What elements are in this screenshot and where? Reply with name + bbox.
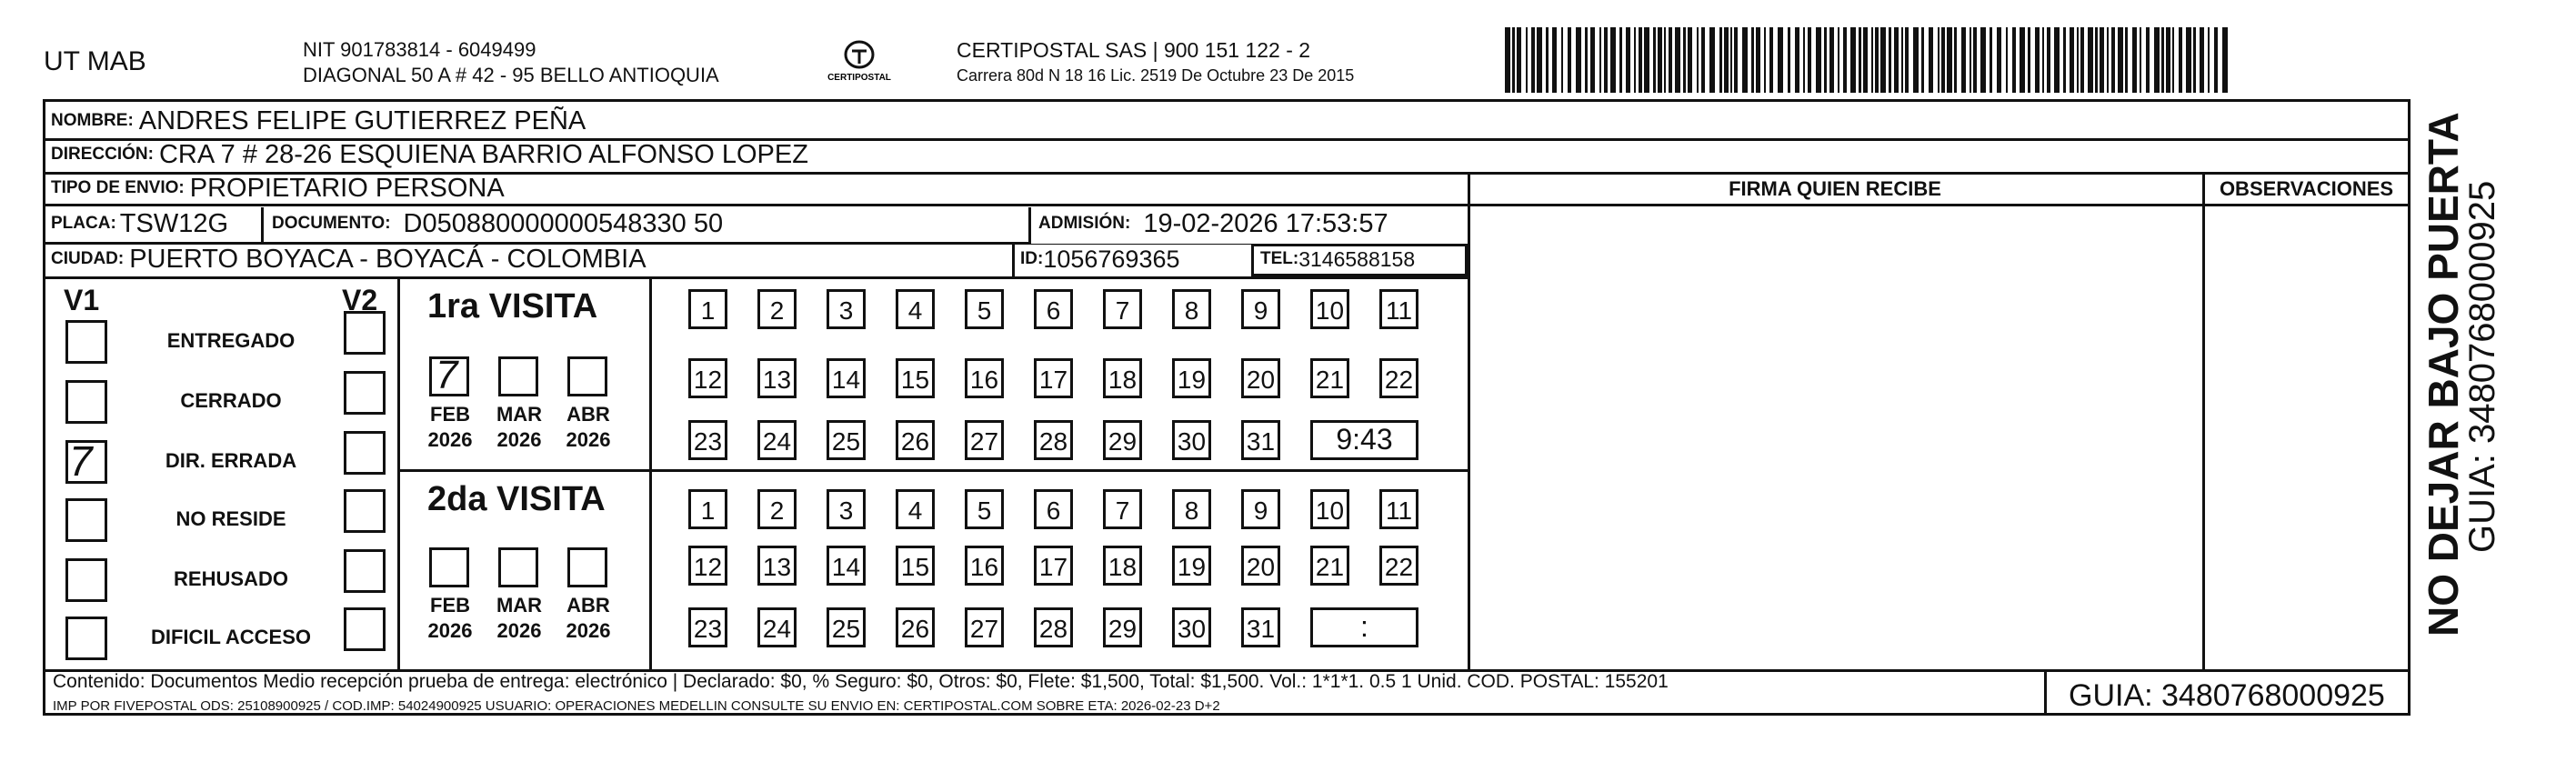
- ciudad-value: PUERTO BOYACA - BOYACÁ - COLOMBIA: [129, 244, 647, 274]
- certipostal-info: CERTIPOSTAL SAS | 900 151 122 - 2: [957, 38, 1311, 62]
- day-16-first[interactable]: 16: [965, 358, 1004, 398]
- v1-checkbox[interactable]: [65, 558, 107, 602]
- tel-label: TEL:: [1260, 249, 1299, 268]
- day-1-second[interactable]: 1: [688, 489, 727, 529]
- v1-label: V1: [64, 284, 100, 316]
- barcode-bar: [1561, 27, 1563, 93]
- barcode-bar: [1829, 27, 1834, 93]
- documento-label: DOCUMENTO:: [272, 214, 391, 233]
- month-checkbox[interactable]: [429, 547, 469, 587]
- day-23-first[interactable]: 23: [688, 420, 727, 460]
- barcode-bar: [1756, 27, 1760, 93]
- status-label: DIR. ERRADA: [165, 449, 297, 472]
- status-label: REHUSADO: [174, 567, 288, 590]
- barcode-bar: [2070, 27, 2074, 93]
- day-4-second[interactable]: 4: [896, 489, 935, 529]
- sender-address: DIAGONAL 50 A # 42 - 95 BELLO ANTIOQUIA: [303, 64, 719, 86]
- barcode-bar: [1683, 27, 1686, 93]
- barcode-bar: [1644, 27, 1649, 93]
- id-label: ID:: [1020, 249, 1044, 268]
- day-28-first[interactable]: 28: [1034, 420, 1073, 460]
- v1-checkbox[interactable]: [65, 380, 107, 424]
- day-20-first[interactable]: 20: [1241, 358, 1280, 398]
- barcode-bar: [1697, 27, 1699, 93]
- day-27-first[interactable]: 27: [965, 420, 1004, 460]
- barcode-bar: [1970, 27, 1971, 93]
- barcode-bar: [2146, 27, 2150, 93]
- v1-checkbox[interactable]: [65, 320, 107, 364]
- nombre-label: NOMBRE:: [51, 111, 134, 130]
- barcode-bar: [1526, 27, 1528, 93]
- barcode-bar: [1838, 27, 1839, 93]
- day-24-first[interactable]: 24: [757, 420, 797, 460]
- barcode-bar: [1730, 27, 1732, 93]
- barcode-bar: [1585, 27, 1588, 93]
- day-28-second[interactable]: 28: [1034, 607, 1073, 647]
- day-23-second[interactable]: 23: [688, 607, 727, 647]
- day-29-first[interactable]: 29: [1103, 420, 1142, 460]
- day-30-second[interactable]: 30: [1172, 607, 1211, 647]
- handwritten-check-mark: 7: [436, 353, 458, 397]
- month-label: ABR: [566, 594, 610, 617]
- day-27-second[interactable]: 27: [965, 607, 1004, 647]
- documento-row: [266, 208, 723, 239]
- barcode-bar: [1701, 27, 1705, 93]
- day-8-first[interactable]: 8: [1172, 289, 1211, 329]
- svg-text:CERTIPOSTAL: CERTIPOSTAL: [827, 73, 891, 83]
- day-22-first[interactable]: 22: [1379, 358, 1418, 398]
- barcode-bar: [1990, 27, 1992, 93]
- barcode-bar: [2063, 27, 2066, 93]
- barcode-bar: [2080, 27, 2084, 93]
- v1-checkbox[interactable]: [65, 617, 107, 660]
- day-17-first[interactable]: 17: [1034, 358, 1073, 398]
- day-9-second[interactable]: 9: [1241, 489, 1280, 529]
- barcode-bar: [1724, 27, 1729, 93]
- barcode-bar: [1568, 27, 1571, 93]
- direccion-row: [45, 139, 808, 170]
- day-14-first[interactable]: 14: [827, 358, 866, 398]
- barcode-bar: [2161, 27, 2164, 93]
- barcode-bar: [1639, 27, 1642, 93]
- direccion-label: DIRECCIÓN:: [51, 145, 154, 164]
- admision-label: ADMISIÓN:: [1038, 214, 1131, 233]
- barcode-bar: [1980, 27, 1986, 93]
- barcode-bar: [1973, 27, 1977, 93]
- barcode-bar: [1843, 27, 1847, 93]
- barcode-bar: [2166, 27, 2170, 93]
- barcode-bar: [1803, 27, 1805, 93]
- footer-imp: IMP POR FIVEPOSTAL ODS: 25108900925 / COD.IMP: 54024900925 USUARIO: OPERACIONES MEDELLIN CONSULTE SU ENVIO EN: CERTIPOSTAL.COM SOBRE ETA: 2026-02-23 D+2: [53, 698, 1220, 714]
- barcode-bar: [1808, 27, 1811, 93]
- barcode-bar: [1531, 27, 1535, 93]
- barcode-bar: [1590, 27, 1595, 93]
- barcode-bar: [1941, 27, 1945, 93]
- certipostal-logo: [827, 36, 891, 91]
- day-14-second[interactable]: 14: [827, 546, 866, 586]
- day-10-first[interactable]: 10: [1310, 289, 1349, 329]
- v2-checkbox[interactable]: [344, 431, 386, 475]
- barcode-bar: [1816, 27, 1821, 93]
- barcode-bar: [2028, 27, 2030, 93]
- barcode-bar: [1546, 27, 1549, 93]
- day-15-second[interactable]: 15: [896, 546, 935, 586]
- company-name: UT MAB: [44, 46, 146, 76]
- barcode-bar: [1634, 27, 1636, 93]
- barcode-bar: [1610, 27, 1616, 93]
- barcode-bar: [1880, 27, 1886, 93]
- day-10-second[interactable]: 10: [1310, 489, 1349, 529]
- barcode-bar: [1859, 27, 1861, 93]
- v2-checkbox[interactable]: [344, 371, 386, 415]
- placa-row: [45, 208, 228, 239]
- barcode-bar: [1905, 27, 1909, 93]
- admision-value: 19-02-2026 17:53:57: [1143, 208, 1388, 238]
- barcode-bar: [1664, 27, 1666, 93]
- barcode-bar: [2012, 27, 2016, 93]
- barcode-bar: [1850, 27, 1856, 93]
- day-9-first[interactable]: 9: [1241, 289, 1280, 329]
- barcode-bar: [1947, 27, 1952, 93]
- time-box-second[interactable]: :: [1310, 607, 1418, 647]
- barcode-bar: [2111, 27, 2115, 93]
- barcode-bar: [1517, 27, 1521, 93]
- day-18-first[interactable]: 18: [1103, 358, 1142, 398]
- barcode-bar: [1512, 27, 1515, 93]
- day-19-second[interactable]: 19: [1172, 546, 1211, 586]
- barcode-bar: [1653, 27, 1656, 93]
- barcode-bar: [2095, 27, 2098, 93]
- placa-label: PLACA:: [51, 214, 116, 233]
- barcode-bar: [1709, 27, 1715, 93]
- documento-value: D050880000000548330 50: [403, 208, 724, 238]
- barcode-bar: [2006, 27, 2008, 93]
- month-label: MAR: [496, 594, 543, 617]
- day-7-first[interactable]: 7: [1103, 289, 1142, 329]
- status-label: NO RESIDE: [175, 507, 286, 530]
- barcode-bar: [1552, 27, 1557, 93]
- footer-guia: GUIA: 3480768000925: [2069, 678, 2385, 713]
- barcode-bar: [1863, 27, 1868, 93]
- barcode-bar: [1675, 27, 1680, 93]
- day-17-second[interactable]: 17: [1034, 546, 1073, 586]
- barcode-bar: [2125, 27, 2128, 93]
- nombre-value: ANDRES FELIPE GUTIERREZ PEÑA: [138, 105, 586, 135]
- year-label: 2026: [427, 619, 473, 642]
- nombre-row: [45, 105, 586, 136]
- barcode-bar: [1875, 27, 1879, 93]
- day-5-second[interactable]: 5: [965, 489, 1004, 529]
- status-label: ENTREGADO: [166, 329, 296, 352]
- footer-contenido: Contenido: Documentos Medio recepción prueba de entrega: electrónico | Declarado: $0, % Seguro: $0, Otros: $0, Flete: $1,500, Total: $1,500. Vol.: 1*1*1. 0.5 1 Unid. COD. POSTAL: 155201: [53, 671, 1669, 692]
- barcode-bar: [1619, 27, 1622, 93]
- barcode-bar: [1889, 27, 1891, 93]
- barcode-bar: [2047, 27, 2050, 93]
- day-30-first[interactable]: 30: [1172, 420, 1211, 460]
- side-guia-text: GUIA: 3480768000925: [2462, 180, 2502, 553]
- day-13-first[interactable]: 13: [757, 358, 797, 398]
- year-label: 2026: [496, 619, 542, 642]
- barcode-bar: [1505, 27, 1510, 93]
- tipo-value: PROPIETARIO PERSONA: [189, 173, 505, 203]
- barcode-bar: [1961, 27, 1966, 93]
- barcode-bar: [1626, 27, 1630, 93]
- day-19-first[interactable]: 19: [1172, 358, 1211, 398]
- barcode: [1505, 27, 2228, 93]
- admision-row: [1033, 208, 1388, 239]
- tipo-label: TIPO DE ENVIO:: [51, 178, 185, 197]
- v2-checkbox[interactable]: [344, 549, 386, 593]
- barcode-bar: [1938, 27, 1940, 93]
- barcode-bar: [2179, 27, 2182, 93]
- day-6-second[interactable]: 6: [1034, 489, 1073, 529]
- day-3-second[interactable]: 3: [827, 489, 866, 529]
- barcode-bar: [2054, 27, 2060, 93]
- barcode-bar: [1954, 27, 1957, 93]
- v1-checkbox[interactable]: [65, 498, 107, 542]
- day-3-first[interactable]: 3: [827, 289, 866, 329]
- barcode-bar: [2088, 27, 2093, 93]
- barcode-bar: [1719, 27, 1722, 93]
- month-checkbox[interactable]: [498, 356, 538, 396]
- barcode-bar: [1795, 27, 1799, 93]
- barcode-bar: [1997, 27, 2001, 93]
- barcode-bar: [2222, 27, 2228, 93]
- day-8-second[interactable]: 8: [1172, 489, 1211, 529]
- day-18-second[interactable]: 18: [1103, 546, 1142, 586]
- barcode-bar: [1894, 27, 1899, 93]
- day-26-first[interactable]: 26: [896, 420, 935, 460]
- day-2-second[interactable]: 2: [757, 489, 797, 529]
- day-1-first[interactable]: 1: [688, 289, 727, 329]
- year-label: 2026: [427, 428, 473, 451]
- barcode-bar: [1921, 27, 1924, 93]
- day-5-first[interactable]: 5: [965, 289, 1004, 329]
- tel-row: [1255, 244, 1415, 275]
- day-13-second[interactable]: 13: [757, 546, 797, 586]
- barcode-bar: [1769, 27, 1773, 93]
- day-12-second[interactable]: 12: [688, 546, 727, 586]
- day-11-first[interactable]: 11: [1379, 289, 1418, 329]
- barcode-bar: [1929, 27, 1933, 93]
- barcode-bar: [1669, 27, 1672, 93]
- barcode-bar: [1901, 27, 1903, 93]
- month-label: MAR: [496, 403, 543, 426]
- day-6-first[interactable]: 6: [1034, 289, 1073, 329]
- barcode-bar: [2208, 27, 2210, 93]
- time-box-first[interactable]: 9:43: [1310, 420, 1418, 460]
- month-checkbox[interactable]: [567, 356, 607, 396]
- status-label: DIFICIL ACCESO: [150, 626, 311, 648]
- ciudad-row: [45, 244, 647, 275]
- year-label: 2026: [566, 619, 611, 642]
- day-29-second[interactable]: 29: [1103, 607, 1142, 647]
- barcode-bar: [1913, 27, 1919, 93]
- certipostal-license: Carrera 80d N 18 16 Lic. 2519 De Octubre 23 De 2015: [957, 66, 1355, 85]
- barcode-bar: [2140, 27, 2141, 93]
- barcode-bar: [1764, 27, 1766, 93]
- barcode-bar: [2118, 27, 2123, 93]
- no-dejar-text: NO DEJAR BAJO PUERTA: [2420, 112, 2467, 637]
- barcode-bar: [2100, 27, 2104, 93]
- day-31-second[interactable]: 31: [1241, 607, 1280, 647]
- day-25-second[interactable]: 25: [827, 607, 866, 647]
- tel-value: 3146588158: [1298, 246, 1416, 271]
- handwritten-check-mark: 7: [69, 437, 93, 485]
- barcode-bar: [1824, 27, 1827, 93]
- id-value: 1056769365: [1043, 245, 1180, 273]
- day-25-first[interactable]: 25: [827, 420, 866, 460]
- barcode-bar: [2035, 27, 2040, 93]
- month-label: FEB: [430, 403, 470, 426]
- day-31-first[interactable]: 31: [1241, 420, 1280, 460]
- v2-checkbox[interactable]: [344, 489, 386, 533]
- barcode-bar: [1658, 27, 1662, 93]
- placa-value: TSW12G: [119, 208, 229, 238]
- barcode-bar: [1537, 27, 1542, 93]
- day-15-first[interactable]: 15: [896, 358, 935, 398]
- barcode-bar: [1734, 27, 1738, 93]
- barcode-bar: [2132, 27, 2137, 93]
- barcode-bar: [2107, 27, 2109, 93]
- day-22-second[interactable]: 22: [1379, 546, 1418, 586]
- id-row: [1015, 244, 1180, 275]
- barcode-bar: [2154, 27, 2160, 93]
- barcode-bar: [1742, 27, 1748, 93]
- barcode-bar: [1778, 27, 1783, 93]
- barcode-bar: [2214, 27, 2218, 93]
- nit: NIT 901783814 - 6049499: [303, 38, 536, 61]
- barcode-bar: [2193, 27, 2196, 93]
- barcode-bar: [1788, 27, 1790, 93]
- barcode-bar: [1688, 27, 1692, 93]
- status-label: CERRADO: [180, 389, 282, 412]
- direccion-value: CRA 7 # 28-26 ESQUIENA BARRIO ALFONSO LOPEZ: [158, 139, 808, 169]
- barcode-bar: [2200, 27, 2204, 93]
- second-visit-title: 2da VISITA: [427, 480, 606, 518]
- barcode-bar: [2186, 27, 2191, 93]
- barcode-bar: [1604, 27, 1608, 93]
- barcode-bar: [2077, 27, 2079, 93]
- barcode-bar: [2020, 27, 2025, 93]
- barcode-bar: [1751, 27, 1754, 93]
- first-visit-title: 1ra VISITA: [427, 287, 598, 326]
- v2-checkbox[interactable]: [344, 607, 386, 651]
- year-label: 2026: [566, 428, 611, 451]
- barcode-bar: [1599, 27, 1601, 93]
- month-label: FEB: [430, 594, 470, 617]
- v2-label: V2: [342, 284, 378, 316]
- day-16-second[interactable]: 16: [965, 546, 1004, 586]
- month-checkbox[interactable]: [498, 547, 538, 587]
- v2-checkbox[interactable]: [344, 311, 386, 355]
- barcode-bar: [1576, 27, 1581, 93]
- year-label: 2026: [496, 428, 542, 451]
- day-26-second[interactable]: 26: [896, 607, 935, 647]
- day-4-first[interactable]: 4: [896, 289, 935, 329]
- tipo-row: [45, 173, 505, 204]
- barcode-bar: [2172, 27, 2174, 93]
- month-label: ABR: [566, 403, 610, 426]
- observaciones-header: OBSERVACIONES: [2219, 177, 2394, 200]
- ciudad-label: CIUDAD:: [51, 249, 125, 268]
- day-20-second[interactable]: 20: [1241, 546, 1280, 586]
- day-2-first[interactable]: 2: [757, 289, 797, 329]
- day-7-second[interactable]: 7: [1103, 489, 1142, 529]
- day-11-second[interactable]: 11: [1379, 489, 1418, 529]
- day-24-second[interactable]: 24: [757, 607, 797, 647]
- day-21-second[interactable]: 21: [1310, 546, 1349, 586]
- month-checkbox[interactable]: [429, 353, 469, 397]
- barcode-bar: [2042, 27, 2044, 93]
- barcode-bar: [1871, 27, 1873, 93]
- month-checkbox[interactable]: [567, 547, 607, 587]
- day-12-first[interactable]: 12: [688, 358, 727, 398]
- firma-header: FIRMA QUIEN RECIBE: [1729, 177, 1941, 200]
- day-21-first[interactable]: 21: [1310, 358, 1349, 398]
